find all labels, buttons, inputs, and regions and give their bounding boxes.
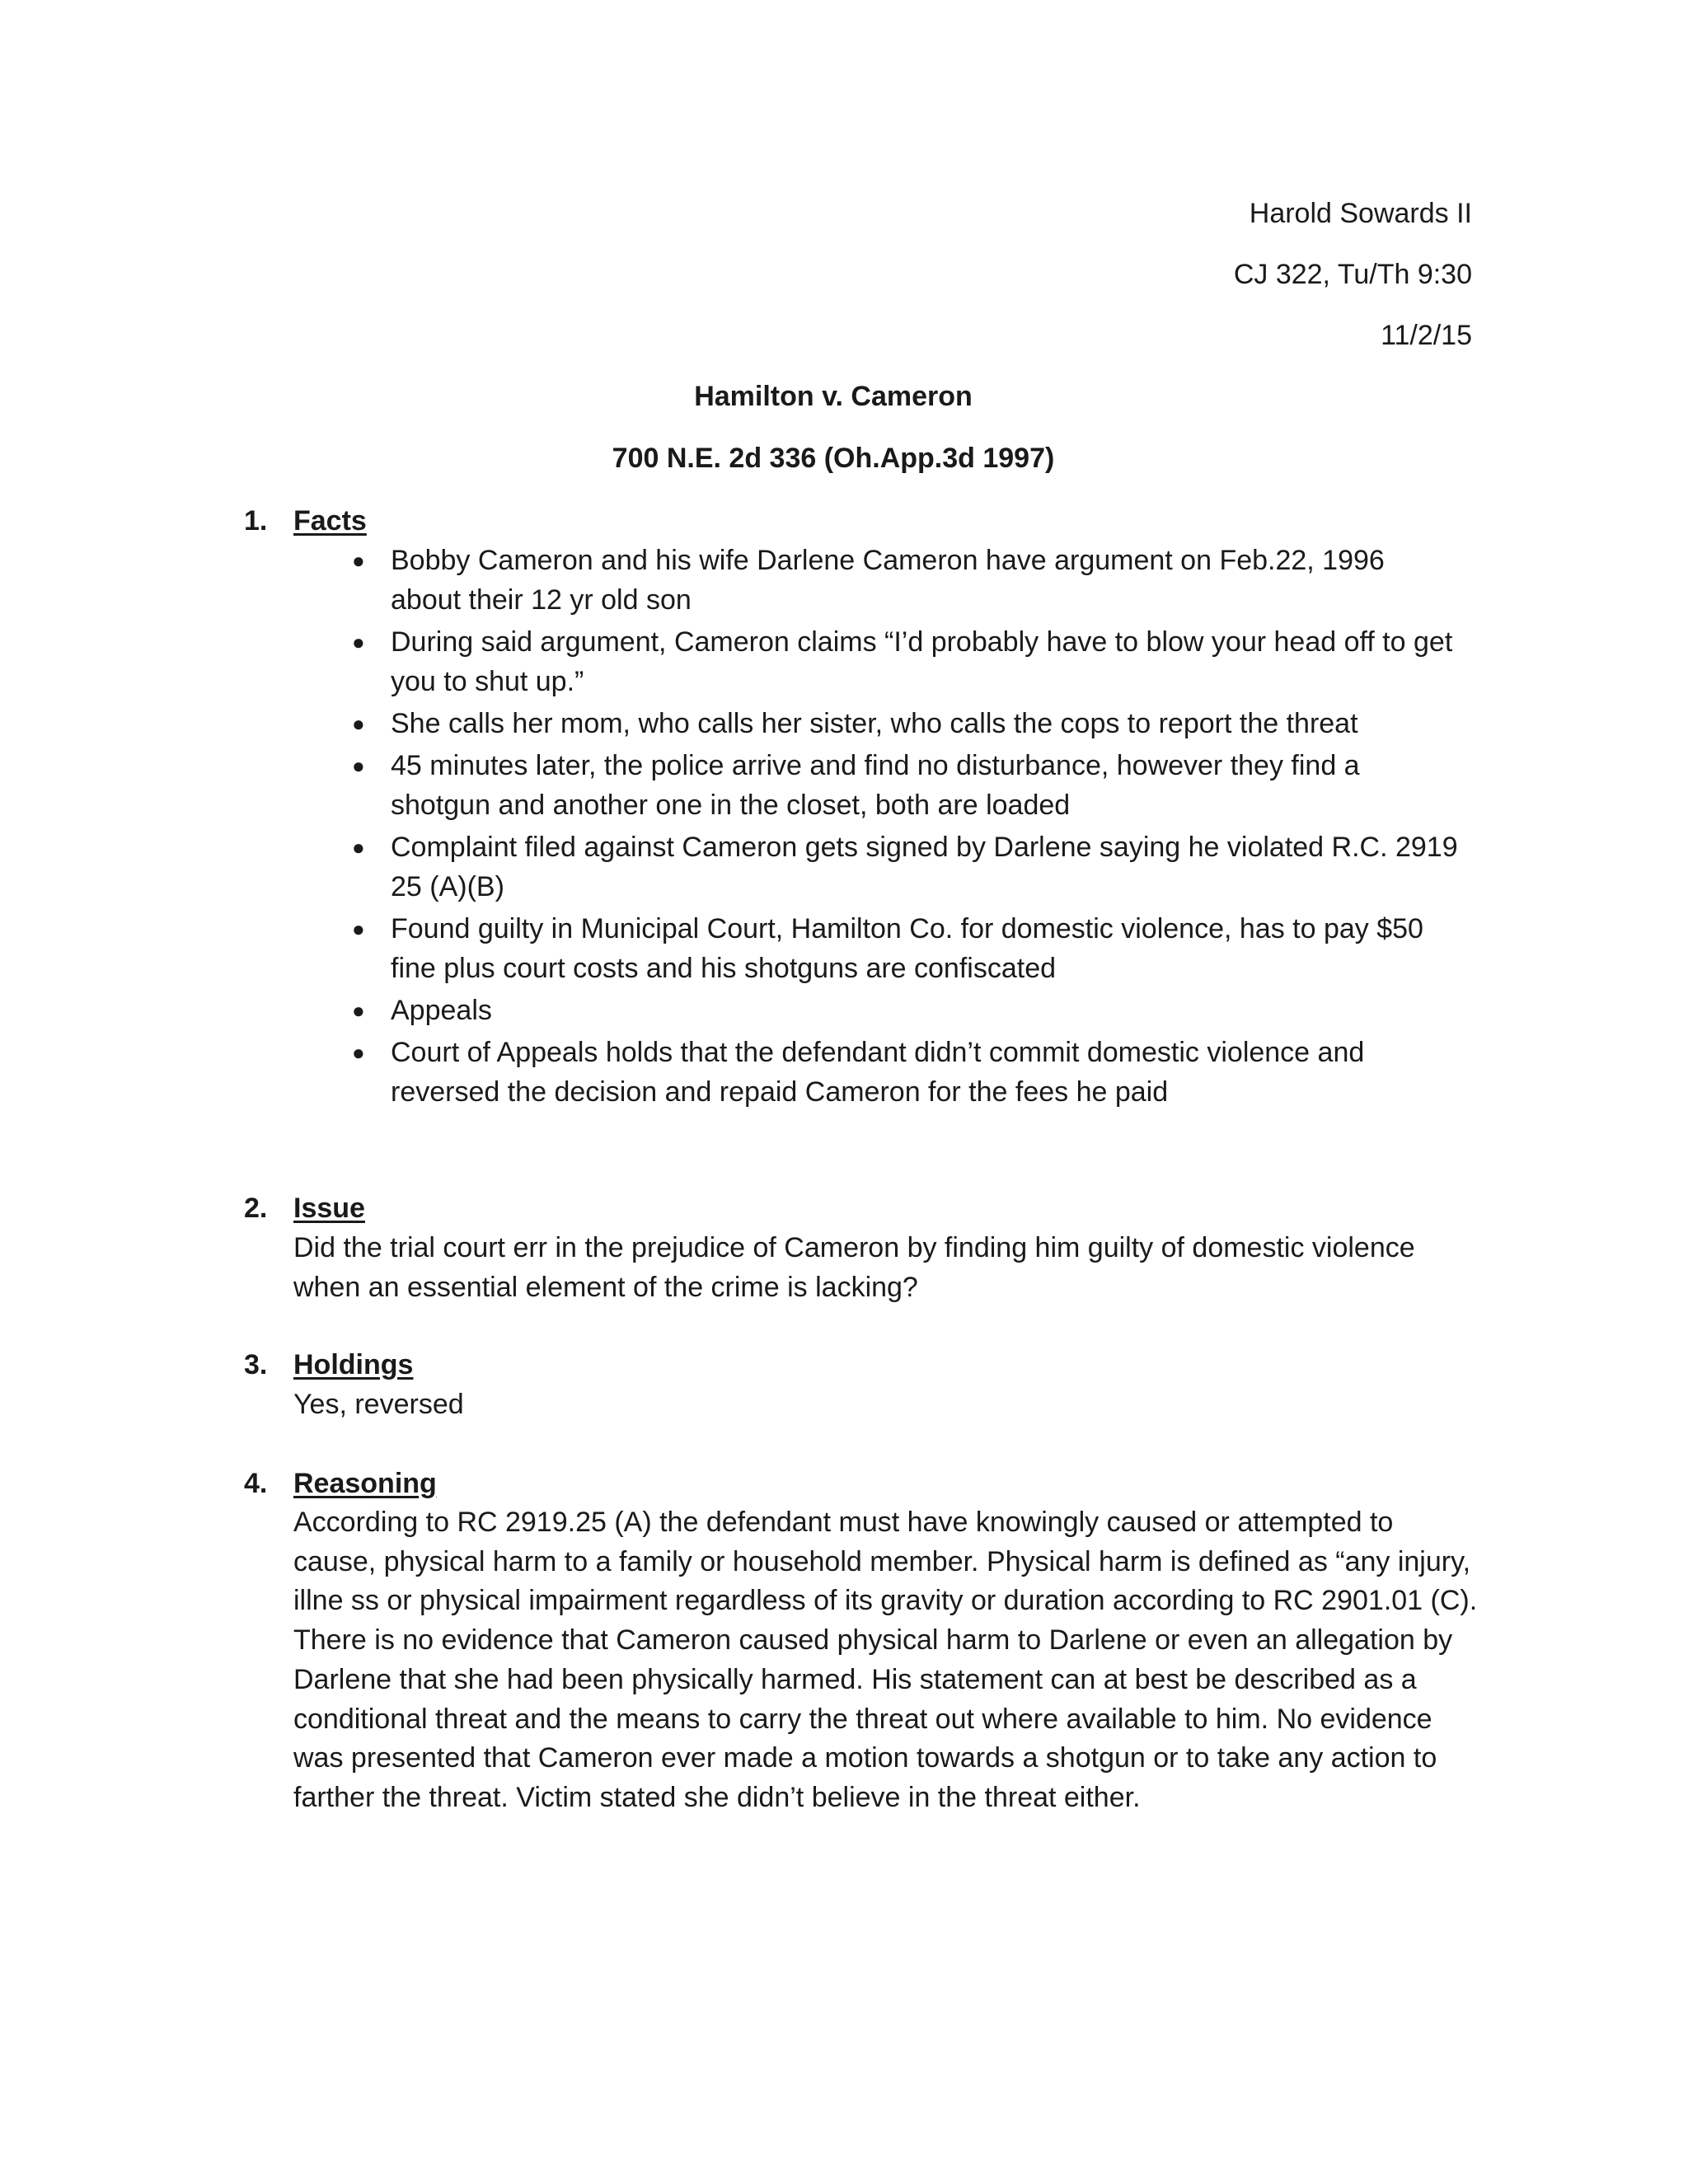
issue-title: Issue	[293, 1193, 365, 1224]
fact-text: Found guilty in Municipal Court, Hamilton Co. for domestic violence, has to pay $50 fine plus court costs and his shotguns are confiscated	[391, 913, 1423, 984]
holdings-section	[244, 1345, 1480, 1424]
bullet-icon: ●	[352, 998, 365, 1023]
issue-number: 2.	[244, 1193, 268, 1224]
list-item	[352, 991, 1462, 1030]
author-header	[1234, 196, 1472, 379]
facts-title: Facts	[293, 505, 367, 537]
fact-text: Appeals	[391, 995, 492, 1026]
holdings-number: 3.	[244, 1349, 268, 1380]
fact-text: 45 minutes later, the police arrive and find no disturbance, however they find a shotgun and another one in the closet, both are loaded	[391, 750, 1360, 821]
reasoning-number: 4.	[244, 1468, 268, 1499]
bullet-icon: ●	[352, 916, 365, 941]
facts-section	[244, 501, 1480, 1114]
issue-section	[244, 1188, 1480, 1307]
reasoning-title: Reasoning	[293, 1468, 437, 1499]
facts-list	[352, 541, 1462, 1112]
fact-text: Bobby Cameron and his wife Darlene Cameron have argument on Feb.22, 1996 about their 12 yr old son	[391, 545, 1385, 616]
fact-text: She calls her mom, who calls her sister, who calls the cops to report the threat	[391, 708, 1358, 739]
list-item	[352, 622, 1462, 701]
reasoning-section	[244, 1464, 1480, 1818]
issue-heading	[244, 1188, 1480, 1228]
list-item	[352, 746, 1462, 825]
holdings-text: Yes, reversed	[293, 1389, 464, 1420]
bullet-icon: ●	[352, 1040, 365, 1065]
fact-text: During said argument, Cameron claims “I’d probably have to blow your head off to get you to shut up.”	[391, 626, 1453, 697]
bullet-icon: ●	[352, 548, 365, 573]
bullet-icon: ●	[352, 753, 365, 778]
fact-text: Complaint filed against Cameron gets signed by Darlene saying he violated R.C. 2919 25 (A)(B)	[391, 832, 1458, 902]
reasoning-heading	[244, 1464, 1480, 1503]
holdings-heading	[244, 1345, 1480, 1385]
list-item	[352, 909, 1462, 988]
issue-text: Did the trial court err in the prejudice of Cameron by finding him guilty of domestic violence when an essential element of the crime is lacking?	[293, 1232, 1415, 1303]
course-info: CJ 322, Tu/Th 9:30	[1233, 259, 1472, 290]
case-citation: 700 N.E. 2d 336 (Oh.App.3d 1997)	[612, 443, 1055, 474]
document-date: 11/2/15	[1381, 320, 1472, 351]
holdings-title: Holdings	[293, 1349, 414, 1380]
bullet-icon: ●	[352, 630, 365, 654]
author-name: Harold Sowards II	[1249, 198, 1472, 229]
bullet-icon: ●	[352, 711, 365, 736]
facts-number: 1.	[244, 505, 268, 537]
facts-heading	[244, 501, 1480, 541]
list-item	[352, 541, 1462, 620]
list-item	[352, 827, 1462, 907]
bullet-icon: ●	[352, 835, 365, 860]
list-item	[352, 704, 1462, 743]
fact-text: Court of Appeals holds that the defendant didn’t commit domestic violence and reversed the decision and repaid Cameron for the fees he paid	[391, 1037, 1365, 1108]
reasoning-text: According to RC 2919.25 (A) the defendant must have knowingly caused or attempted to cause, physical harm to a family or household member. Physical harm is defined as “any injury, illne ss or physical impairment regardless of its gravity or duration according to RC 2901.01 (C). There is no evidence that Cameron caused physical harm to Darlene or even an allegation by Darlene that she had been physically harmed. His statement can at best be described as a conditional threat and the means to carry the threat out where available to him. No evidence was presented that Cameron ever made a motion towards a shotgun or to take any action to farther the threat. Victim stated she didn’t believe in the threat either.	[293, 1507, 1478, 1813]
list-item	[352, 1033, 1462, 1112]
case-title: Hamilton v. Cameron	[694, 381, 973, 412]
